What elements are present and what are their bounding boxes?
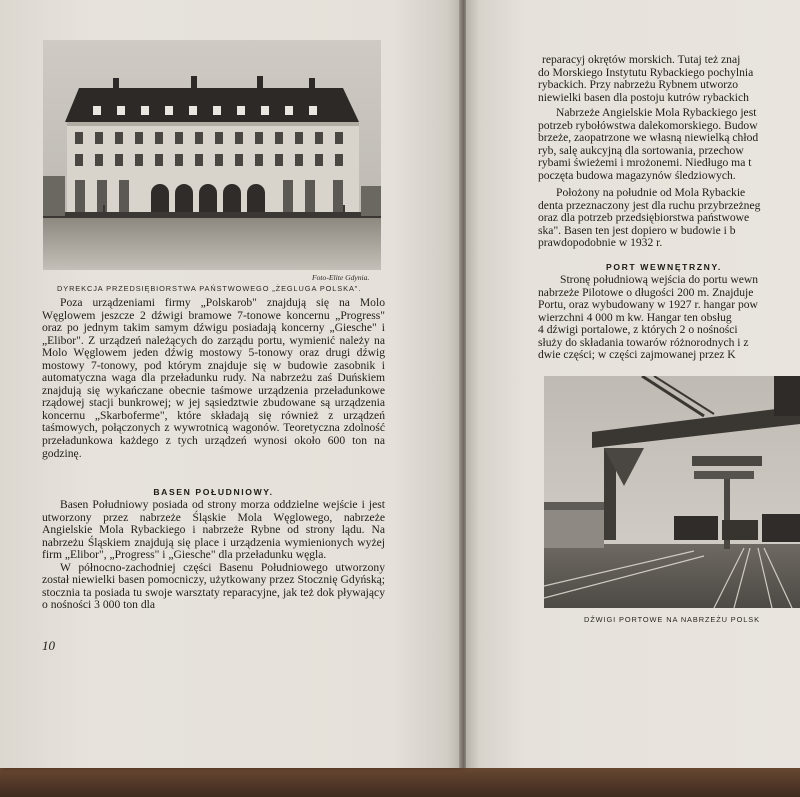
right-page [466, 0, 800, 768]
text-line: wierzchni 4 000 m kw. Hangar ten obsług [538, 310, 732, 324]
section-heading-port-wewnetrzny: PORT WEWNĘTRZNY. [606, 262, 722, 272]
text-line: dwie części; w części zajmowanej przez K [538, 348, 736, 362]
text-line: Nabrzeże Angielskie Mola Rybackiego jest [556, 106, 757, 119]
text-line: poczęta budowa magazynów śledziowych. [538, 168, 736, 182]
text-line: do Morskiego Instytutu Rybackiego pochylnia [538, 65, 754, 79]
text-line: potrzeb rybołówstwa dalekomorskiego. Budow [538, 118, 758, 132]
text-line: rybami świeżemi i mrożonemi. Niedługo ma t [538, 156, 752, 170]
text-line: oraz dla potrzeb przedsiębiorstwa państwowe [538, 211, 750, 225]
text-line: służy do składania towarów różnorodnych i z [538, 335, 749, 349]
text-port [538, 274, 800, 362]
text-line: prawdopodobnie w 1932 r. [538, 236, 663, 250]
text-line: rybackich. Przy nabrzeżu Rybnem utworzo [538, 78, 739, 92]
text-line: niewielki basen dla postoju kutrów rybackich [538, 90, 749, 104]
text-line: Położony na południe od Mola Rybackie [556, 186, 746, 199]
building-photo [43, 40, 381, 270]
text-line: Stronę południową wejścia do portu wewn [560, 273, 759, 286]
text-line: 4 dźwigi portalowe, z których 2 o nośności [538, 323, 738, 337]
text-line: ska". Basen ten jest dopiero w budowie i b [538, 223, 736, 237]
text-line: brzeże, zaopatrzone we własną niewielką chłod [538, 131, 759, 145]
cranes-photo-caption: DŹWIGI PORTOWE NA NABRZEŻU POLSK [584, 615, 760, 624]
text-line: denta przeznaczony jest dla ruchu przybrzeżneg [538, 198, 761, 212]
page-number: 10 [42, 638, 55, 653]
section-heading-basen-poludniowy: BASEN POŁUDNIOWY. [153, 487, 274, 497]
text-line: nabrzeże Pilotowe o długości 200 m. Znajduje [538, 285, 754, 299]
text-line: ryb, salę aukcyjną dla sortowania, przechow [538, 143, 744, 157]
paragraph-polskarob [42, 297, 385, 460]
text-low [538, 187, 800, 250]
paragraph-text: Poza urządzeniami firmy „Polskarob" znajdują się na Molo Węglowem jeszcze 2 dźwigi bramowe 7-tonowe koncernu „Progress" oraz po jednym takim samym dźwigu posiadają koncerny „Giesche" i „Elibor". Z urządzeń należących do zarządu portu, wymienić należy na Molo Węglowem jeden dźwig mostowy 5-tonowy oraz drugi dźwig mostowy 7-tonowy, pod którym znajduje się w budowie zasobnik i automatyczna waga dla przeładunku rudy. Na nabrzeżu zaś Duńskiem znajdują się wykańczane obecnie taśmowe urządzenia przeładunkowe rządowej stacji bunkrowej; w jej sąsiedztwie zbudowane są urządzenia koncernu „Skarboferme", które składają się również z urządzeń taśmowych, połączonych z wywrotnicą wagonów. Teoretyczna zdolność przeładunkowa każdego z tych urządzeń wynosi około 600 ton na godzinę. [42, 296, 385, 460]
text-top [538, 54, 800, 104]
text-mid [538, 107, 800, 182]
paragraph-text: W północno-zachodniej części Basenu Południowego utworzony został niewielki basen pomocniczy, użytkowany przez Stocznię Gdyńską; stocznia ta posiada tu swoje warsztaty reparacyjne, jak też dok pływający o nośności 3 000 ton dla [42, 560, 385, 612]
paragraph-text: Basen Południowy posiada od strony morza oddzielne wejście i jest utworzony przez nabrzeże Śląskie Mola Węglowego, nabrzeże Angielskie Mola Rybackiego i nabrzeże Rybne od strony lądu. Na nabrzeżu Śląskiem znajdują się place i urządzenia wymienionych wyżej firm „Elibor", „Progress" i „Giesche" dla przeładunku węgla. [42, 498, 385, 562]
photo-caption: DYREKCJA PRZEDSIĘBIORSTWA PAŃSTWOWEGO „ŻEGLUGA POLSKA". [57, 284, 362, 293]
text-line: reparacyj okrętów morskich. Tutaj też znaj [542, 53, 741, 66]
photo-credit: Foto-Elite Gdynia. [312, 273, 370, 282]
text-line: Portu, oraz wybudowany w 1927 r. hangar pow [538, 298, 758, 312]
cranes-photo [544, 376, 800, 608]
paragraph-basen [42, 499, 385, 612]
